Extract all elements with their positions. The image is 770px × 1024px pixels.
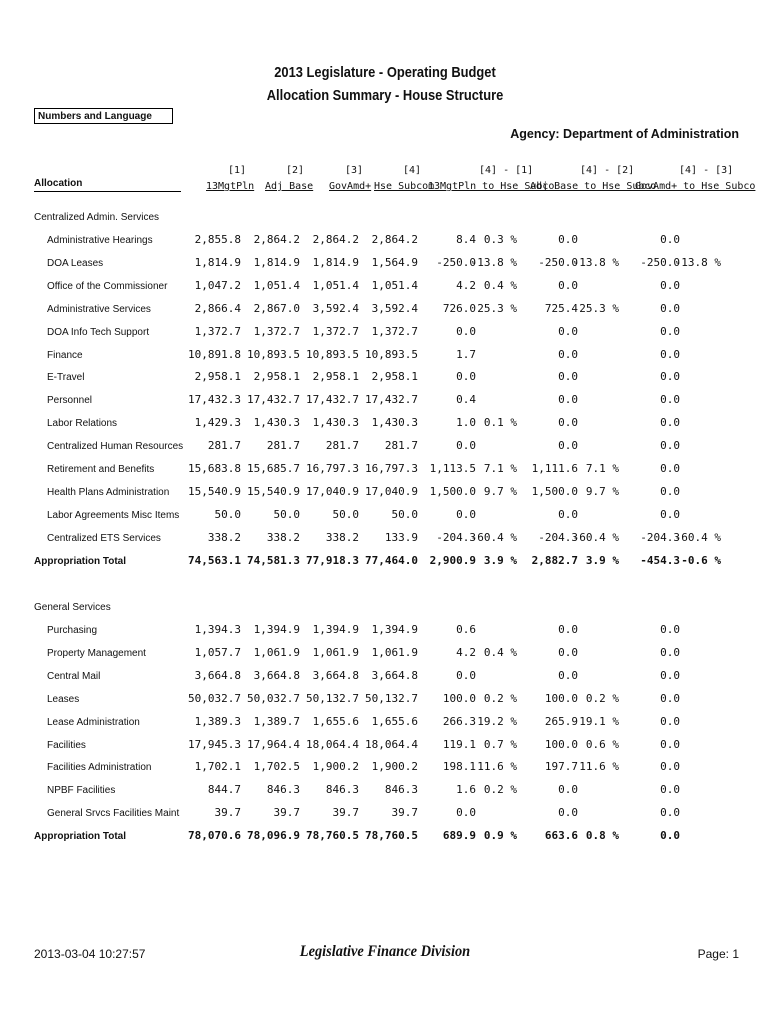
cell-col3: 1,814.9 (312, 255, 359, 269)
row-label: Facilities Administration (47, 762, 152, 774)
cell-col1: 10,891.8 (188, 347, 241, 361)
cell-col8: 3.9 % (585, 553, 619, 567)
cell-col7: 0.0 (558, 668, 578, 682)
table-row (0, 508, 770, 524)
cell-col9: 0.0 (660, 393, 680, 407)
cell-col6: 0.9 % (483, 829, 517, 843)
cell-col7: -204.3 (538, 530, 578, 544)
cell-col2: 1,430.3 (253, 416, 300, 430)
total-label: Appropriation Total (34, 831, 127, 843)
cell-col8: 0.8 % (585, 829, 619, 843)
row-label: NPBF Facilities (47, 785, 116, 797)
cell-col2: 50.0 (273, 507, 300, 521)
cell-col3: 846.3 (325, 783, 359, 797)
cell-col6: 0.3 % (483, 233, 517, 246)
cell-col2: 2,958.1 (253, 370, 300, 384)
cell-col5: 2,900.9 (429, 553, 476, 567)
cell-col5: 1,113.5 (429, 462, 476, 475)
cell-col6: 0.2 % (483, 691, 517, 705)
cell-col4: 10,893.5 (365, 347, 418, 361)
cell-col7: 0.0 (558, 416, 578, 430)
cell-col1: 844.7 (207, 783, 241, 797)
cell-col6: 0.1 % (483, 416, 517, 430)
cell-col1: 2,866.4 (194, 301, 241, 315)
cell-col2: 1,394.9 (253, 623, 300, 636)
row-label: Personnel (47, 395, 93, 407)
cell-col5: 0.0 (456, 668, 476, 682)
table-row (0, 760, 770, 776)
row-label: Lease Administration (47, 716, 140, 728)
row-label: E-Travel (47, 372, 85, 384)
table-row (0, 439, 770, 455)
cell-col6: 3.9 % (483, 553, 517, 567)
row-label: Administrative Hearings (47, 235, 153, 246)
cell-col5: 0.4 (456, 393, 476, 407)
cell-col9: 0.0 (660, 737, 680, 751)
cell-col4: 1,372.7 (371, 324, 418, 338)
cell-col10: -0.6 % (681, 553, 721, 567)
cell-col1: 15,683.8 (188, 462, 241, 475)
col7-index: [4] - [3] (679, 165, 734, 176)
cell-col4: 77,464.0 (365, 553, 418, 567)
cell-col5: 0.0 (456, 806, 476, 820)
cell-col3: 10,893.5 (306, 347, 359, 361)
cell-col4: 18,064.4 (365, 737, 418, 751)
cell-col9: 0.0 (660, 829, 680, 843)
cell-col8: -60.4 % (572, 530, 619, 544)
cell-col2: 17,964.4 (247, 737, 300, 751)
cell-col4: 3,664.8 (371, 668, 418, 682)
cell-col5: 4.2 (456, 278, 476, 292)
table-row (0, 715, 770, 731)
col6-index: [4] - [2] (580, 165, 635, 176)
cell-col2: 74,581.3 (247, 553, 300, 567)
cell-col9: 0.0 (660, 623, 680, 636)
row-label: Administrative Services (47, 303, 151, 315)
cell-col2: 15,540.9 (247, 484, 300, 498)
cell-col1: 1,389.3 (194, 714, 241, 728)
cell-col5: 8.4 (456, 233, 476, 246)
cell-col3: 16,797.3 (306, 462, 359, 475)
cell-col4: 17,432.7 (365, 393, 418, 407)
cell-col4: 50,132.7 (365, 691, 418, 705)
row-label: DOA Leases (47, 257, 104, 269)
cell-col4: 846.3 (384, 783, 418, 797)
cell-col9: 0.0 (660, 783, 680, 797)
cell-col1: 1,372.7 (194, 324, 241, 338)
cell-col5: 266.3 (442, 714, 476, 728)
col1-header: 13MgtPln (206, 181, 255, 192)
cell-col10: -60.4 % (674, 530, 721, 544)
table-row (0, 393, 770, 409)
cell-col1: 2,958.1 (194, 370, 241, 384)
cell-col2: 846.3 (266, 783, 300, 797)
table-row (0, 348, 770, 364)
table-row (0, 783, 770, 799)
cell-col5: 0.6 (456, 623, 476, 636)
cell-col3: 1,051.4 (312, 278, 359, 292)
cell-col3: 78,760.5 (306, 829, 359, 843)
report-title: 2013 Legislature - Operating Budget (274, 64, 496, 81)
cell-col6: 0.4 % (483, 645, 517, 659)
cell-col4: 1,051.4 (371, 278, 418, 292)
cell-col1: 17,432.3 (188, 393, 241, 407)
col1-index: [1] (228, 165, 247, 176)
cell-col7: 0.0 (558, 278, 578, 292)
cell-col2: 1,702.5 (253, 760, 300, 774)
table-row (0, 531, 770, 547)
row-label: Health Plans Administration (47, 486, 170, 498)
cell-col6: 7.1 % (483, 462, 517, 475)
cell-col4: 2,864.2 (371, 233, 418, 246)
cell-col7: 0.0 (558, 347, 578, 361)
cell-col7: 2,882.7 (531, 553, 578, 567)
cell-col1: 50,032.7 (188, 691, 241, 705)
cell-col5: 0.0 (456, 439, 476, 453)
cell-col9: 0.0 (660, 416, 680, 430)
cell-col1: 1,394.3 (194, 623, 241, 636)
cell-col4: 16,797.3 (365, 462, 418, 475)
allocation-column-header: Allocation (34, 178, 181, 192)
cell-col2: 3,664.8 (253, 668, 300, 682)
cell-col2: 78,096.9 (247, 829, 300, 843)
cell-col3: 1,394.9 (312, 623, 359, 636)
cell-col8: -13.8 % (572, 255, 619, 269)
cell-col3: 2,864.2 (312, 233, 359, 246)
row-label: Centralized ETS Services (47, 532, 161, 544)
col3-header: GovAmd+ (329, 181, 372, 192)
cell-col4: 39.7 (391, 806, 418, 820)
cell-col9: 0.0 (660, 760, 680, 774)
table-row (0, 370, 770, 386)
cell-col5: 1.7 (456, 347, 476, 361)
cell-col7: 265.9 (544, 714, 578, 728)
col7-header: GovAmd+ to Hse Subco (635, 181, 756, 192)
cell-col2: 50,032.7 (247, 691, 300, 705)
cell-col5: 0.0 (456, 370, 476, 384)
cell-col1: 15,540.9 (188, 484, 241, 498)
cell-col5: 4.2 (456, 645, 476, 659)
cell-col1: 2,855.8 (194, 233, 241, 246)
row-label: Property Management (47, 647, 146, 659)
cell-col1: 1,702.1 (194, 760, 241, 774)
total-label: Appropriation Total (34, 555, 127, 567)
cell-col5: 1.0 (456, 416, 476, 430)
numbers-language-box: Numbers and Language (34, 108, 173, 124)
cell-col1: 1,047.2 (194, 278, 241, 292)
cell-col1: 50.0 (214, 507, 241, 521)
row-label: Facilities (47, 739, 86, 751)
cell-col2: 15,685.7 (247, 462, 300, 475)
total-row (0, 829, 770, 845)
col3-index: [3] (345, 165, 364, 176)
table-row (0, 325, 770, 341)
cell-col9: 0.0 (660, 278, 680, 292)
cell-col9: 0.0 (660, 370, 680, 384)
cell-col4: 1,394.9 (371, 623, 418, 636)
table-row (0, 806, 770, 822)
agency-label: Agency: Department of Administration (510, 127, 739, 141)
cell-col7: 100.0 (544, 691, 578, 705)
cell-col5: 689.9 (442, 829, 476, 843)
cell-col3: 50,132.7 (306, 691, 359, 705)
cell-col2: 1,061.9 (253, 645, 300, 659)
table-row (0, 485, 770, 501)
row-label: Labor Agreements Misc Items (47, 509, 180, 521)
cell-col2: 17,432.7 (247, 393, 300, 407)
section-name: Centralized Admin. Services (34, 212, 160, 223)
cell-col7: 1,111.6 (531, 462, 578, 475)
cell-col2: 1,372.7 (253, 324, 300, 338)
cell-col3: 39.7 (332, 806, 359, 820)
cell-col4: 1,564.9 (371, 255, 418, 269)
cell-col2: 2,867.0 (253, 301, 300, 315)
cell-col5: 119.1 (442, 737, 476, 751)
cell-col3: 17,432.7 (306, 393, 359, 407)
row-label: Labor Relations (47, 418, 118, 430)
cell-col3: 1,655.6 (312, 714, 359, 728)
cell-col9: 0.0 (660, 507, 680, 521)
col4-index: [4] (403, 165, 422, 176)
cell-col1: 1,429.3 (194, 416, 241, 430)
cell-col8: 19.1 % (579, 714, 619, 728)
cell-col2: 2,864.2 (253, 233, 300, 246)
cell-col9: 0.0 (660, 439, 680, 453)
cell-col4: 50.0 (391, 507, 418, 521)
cell-col3: 3,664.8 (312, 668, 359, 682)
cell-col7: 0.0 (558, 783, 578, 797)
cell-col8: 11.6 % (579, 760, 619, 774)
cell-col1: 74,563.1 (188, 553, 241, 567)
col5-header: 13MgtPln to Hse Subco (428, 181, 555, 192)
cell-col9: 0.0 (660, 301, 680, 315)
row-label: Leases (47, 693, 80, 705)
cell-col8: 25.3 % (579, 301, 619, 315)
cell-col10: -13.8 % (674, 255, 721, 269)
cell-col3: 1,900.2 (312, 760, 359, 774)
cell-col3: 338.2 (325, 530, 359, 544)
total-row (0, 554, 770, 570)
cell-col6: 0.2 % (483, 783, 517, 797)
cell-col6: 11.6 % (477, 760, 517, 774)
cell-col1: 281.7 (207, 439, 241, 453)
cell-col9: 0.0 (660, 347, 680, 361)
cell-col1: 338.2 (207, 530, 241, 544)
row-label: Retirement and Benefits (47, 464, 155, 475)
cell-col6: 19.2 % (477, 714, 517, 728)
cell-col6: -13.8 % (470, 255, 517, 269)
cell-col1: 1,057.7 (194, 645, 241, 659)
row-label: General Srvcs Facilities Maint (47, 808, 180, 820)
cell-col3: 18,064.4 (306, 737, 359, 751)
cell-col2: 1,389.7 (253, 714, 300, 728)
cell-col1: 3,664.8 (194, 668, 241, 682)
cell-col2: 338.2 (266, 530, 300, 544)
row-label: Finance (47, 349, 83, 361)
cell-col7: 0.0 (558, 324, 578, 338)
row-label: DOA Info Tech Support (47, 326, 150, 338)
col2-index: [2] (286, 165, 305, 176)
cell-col5: 726.0 (442, 301, 476, 315)
cell-col5: 198.1 (442, 760, 476, 774)
cell-col9: -250.0 (640, 255, 680, 269)
cell-col2: 10,893.5 (247, 347, 300, 361)
col2-header: Adj Base (265, 181, 314, 192)
cell-col7: 0.0 (558, 233, 578, 246)
cell-col6: 0.7 % (483, 737, 517, 751)
cell-col3: 2,958.1 (312, 370, 359, 384)
cell-col9: 0.0 (660, 462, 680, 475)
col5-index: [4] - [1] (479, 165, 534, 176)
section-name: General Services (34, 602, 111, 613)
table-row (0, 416, 770, 432)
table-row (0, 256, 770, 272)
cell-col3: 3,592.4 (312, 301, 359, 315)
section-header (0, 210, 770, 226)
cell-col9: 0.0 (660, 484, 680, 498)
cell-col4: 1,430.3 (371, 416, 418, 430)
cell-col8: 9.7 % (585, 484, 619, 498)
table-row (0, 669, 770, 685)
cell-col9: 0.0 (660, 645, 680, 659)
division-signature: Legislative Finance Division (299, 943, 471, 960)
table-row (0, 302, 770, 318)
cell-col9: -454.3 (640, 553, 680, 567)
cell-col4: 133.9 (384, 530, 418, 544)
cell-col6: 25.3 % (477, 301, 517, 315)
row-label: Purchasing (47, 625, 98, 636)
cell-col4: 1,900.2 (371, 760, 418, 774)
cell-col4: 17,040.9 (365, 484, 418, 498)
cell-col7: 0.0 (558, 806, 578, 820)
cell-col5: -204.3 (436, 530, 476, 544)
cell-col1: 17,945.3 (188, 737, 241, 751)
cell-col7: 100.0 (544, 737, 578, 751)
cell-col6: -60.4 % (470, 530, 517, 544)
cell-col8: 7.1 % (585, 462, 619, 475)
table-row (0, 233, 770, 249)
cell-col9: 0.0 (660, 233, 680, 246)
section-header (0, 600, 770, 616)
cell-col5: 1.6 (456, 783, 476, 797)
cell-col4: 2,958.1 (371, 370, 418, 384)
page-number: Page: 1 (697, 947, 739, 961)
cell-col2: 1,051.4 (253, 278, 300, 292)
cell-col8: 0.6 % (585, 737, 619, 751)
report-timestamp: 2013-03-04 10:27:57 (34, 947, 146, 961)
row-label: Office of the Commissioner (47, 280, 168, 292)
cell-col7: 0.0 (558, 370, 578, 384)
cell-col9: 0.0 (660, 324, 680, 338)
cell-col2: 39.7 (273, 806, 300, 820)
cell-col5: 100.0 (442, 691, 476, 705)
cell-col7: 725.4 (544, 301, 578, 315)
row-label: Central Mail (47, 670, 101, 682)
cell-col4: 281.7 (384, 439, 418, 453)
cell-col7: 0.0 (558, 507, 578, 521)
cell-col1: 1,814.9 (194, 255, 241, 269)
cell-col7: -250.0 (538, 255, 578, 269)
cell-col3: 50.0 (332, 507, 359, 521)
cell-col7: 0.0 (558, 623, 578, 636)
cell-col3: 1,430.3 (312, 416, 359, 430)
cell-col3: 1,372.7 (312, 324, 359, 338)
cell-col4: 78,760.5 (365, 829, 418, 843)
cell-col7: 1,500.0 (531, 484, 578, 498)
table-row (0, 692, 770, 708)
table-row (0, 738, 770, 754)
cell-col5: 0.0 (456, 507, 476, 521)
cell-col1: 78,070.6 (188, 829, 241, 843)
cell-col9: 0.0 (660, 691, 680, 705)
cell-col4: 1,655.6 (371, 714, 418, 728)
cell-col3: 77,918.3 (306, 553, 359, 567)
cell-col2: 281.7 (266, 439, 300, 453)
report-subtitle: Allocation Summary - House Structure (266, 87, 504, 104)
cell-col4: 3,592.4 (371, 301, 418, 315)
cell-col9: 0.0 (660, 714, 680, 728)
table-row (0, 623, 770, 639)
cell-col5: 0.0 (456, 324, 476, 338)
cell-col8: 0.2 % (585, 691, 619, 705)
cell-col7: 0.0 (558, 393, 578, 407)
cell-col9: 0.0 (660, 806, 680, 820)
cell-col3: 17,040.9 (306, 484, 359, 498)
cell-col7: 0.0 (558, 439, 578, 453)
col4-header: Hse Subcom (374, 181, 435, 192)
table-row (0, 279, 770, 295)
cell-col9: -204.3 (640, 530, 680, 544)
cell-col3: 281.7 (325, 439, 359, 453)
cell-col6: 0.4 % (483, 278, 517, 292)
cell-col7: 0.0 (558, 645, 578, 659)
cell-col9: 0.0 (660, 668, 680, 682)
cell-col4: 1,061.9 (371, 645, 418, 659)
cell-col7: 663.6 (544, 829, 578, 843)
col6-header: Adj Base to Hse Subco (530, 181, 657, 192)
cell-col6: 9.7 % (483, 484, 517, 498)
table-row (0, 462, 770, 478)
cell-col3: 1,061.9 (312, 645, 359, 659)
row-label: Centralized Human Resources (47, 441, 184, 453)
cell-col5: -250.0 (436, 255, 476, 269)
cell-col1: 39.7 (214, 806, 241, 820)
table-row (0, 646, 770, 662)
cell-col7: 197.7 (544, 760, 578, 774)
cell-col5: 1,500.0 (429, 484, 476, 498)
cell-col2: 1,814.9 (253, 255, 300, 269)
